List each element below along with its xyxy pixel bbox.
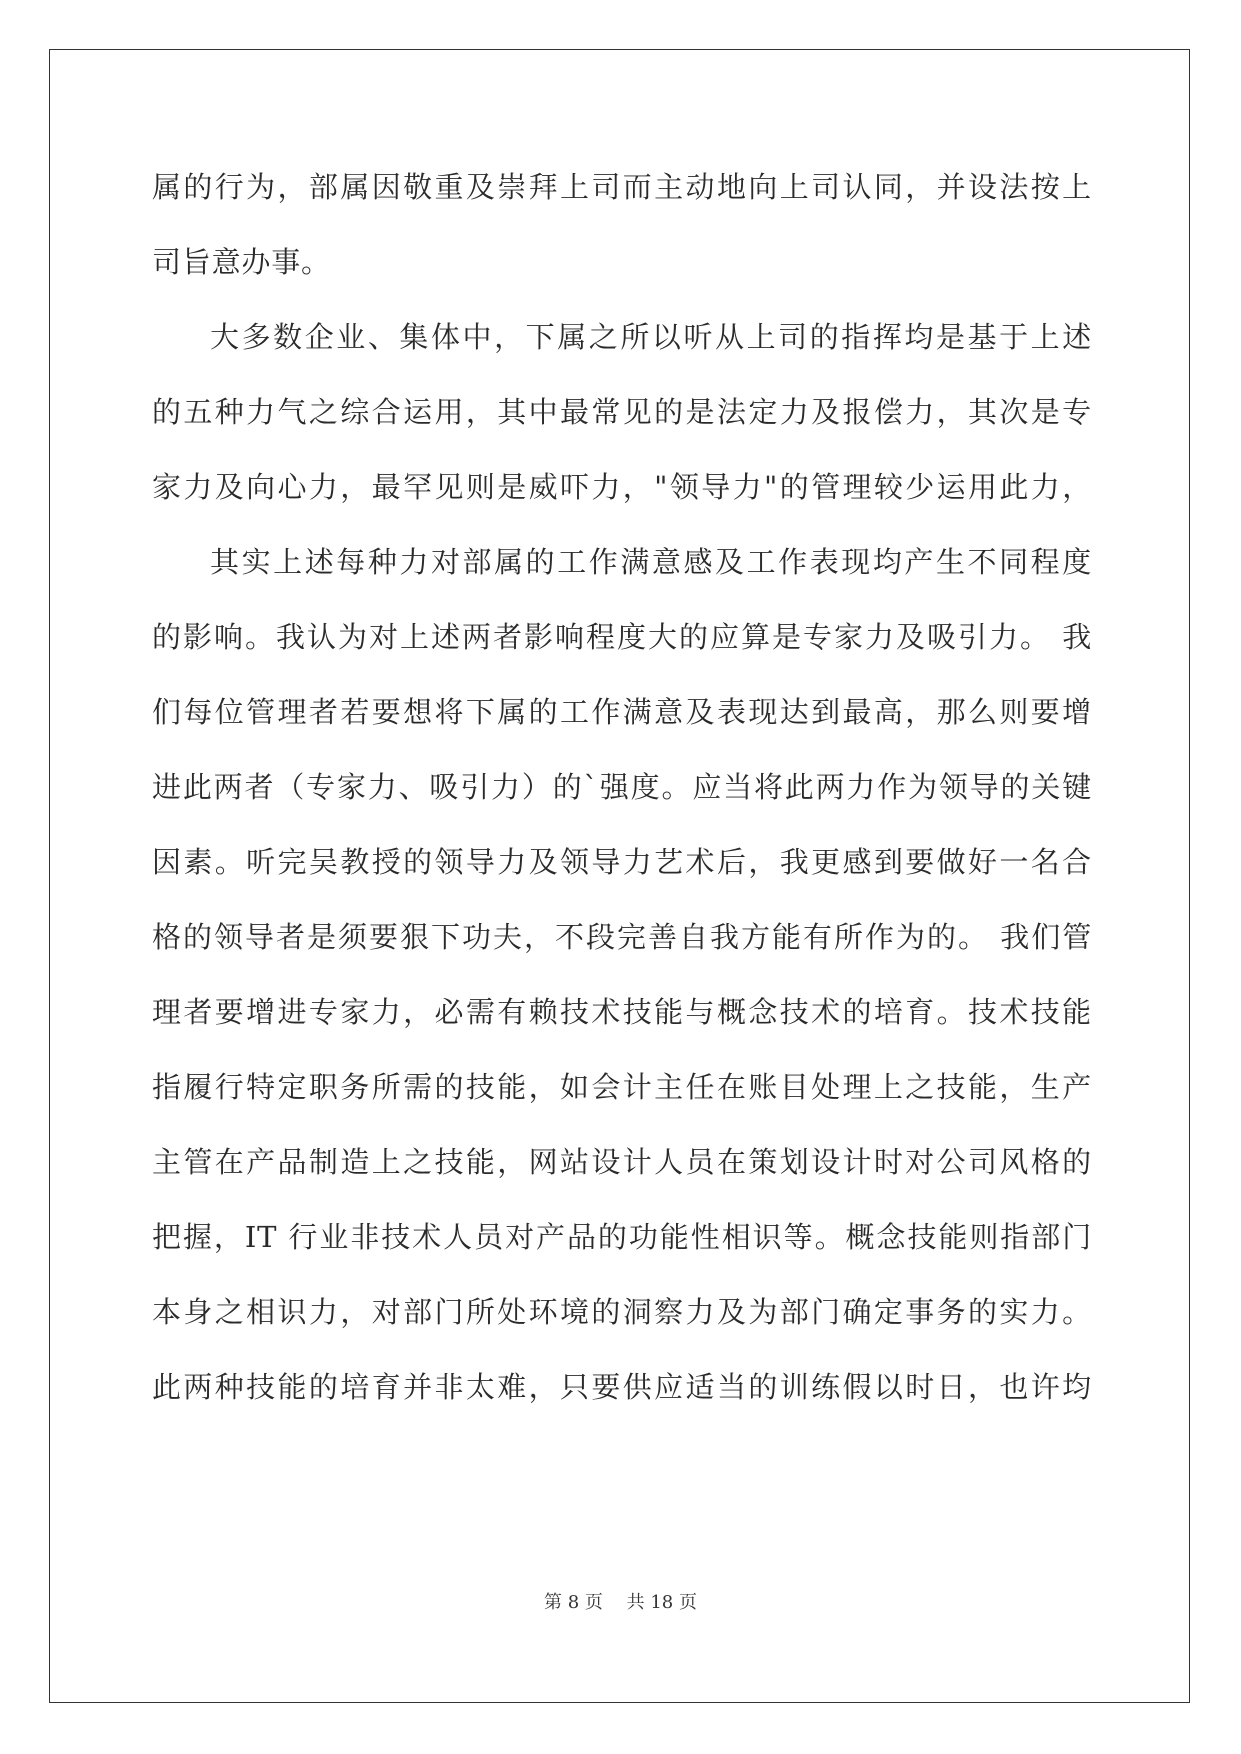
paragraph-first-line: 其实上述每种力对部属的工作满意感及工作表现均产生不同程度 xyxy=(210,545,1092,579)
text-line: 把握，IT 行业非技术人员对产品的功能性相识等。概念技能则指部门 xyxy=(152,1220,1092,1254)
text-line: 进此两者（专家力、吸引力）的`强度。应当将此两力作为领导的关键 xyxy=(152,770,1092,804)
text-line: 家力及向心力，最罕见则是威吓力，"领导力"的管理较少运用此力， xyxy=(152,470,1092,504)
text-line: 的影响。我认为对上述两者影响程度大的应算是专家力及吸引力。 我 xyxy=(152,620,1092,654)
text-line: 此两种技能的培育并非太难，只要供应适当的训练假以时日，也许均 xyxy=(152,1370,1092,1404)
text-line: 的五种力气之综合运用，其中最常见的是法定力及报偿力，其次是专 xyxy=(152,395,1092,429)
paragraph-first-line: 大多数企业、集体中，下属之所以听从上司的指挥均是基于上述 xyxy=(210,320,1092,354)
text-line: 因素。听完吴教授的领导力及领导力艺术后，我更感到要做好一名合 xyxy=(152,845,1092,879)
text-line: 格的领导者是须要狠下功夫，不段完善自我方能有所作为的。 我们管 xyxy=(152,920,1092,954)
page-number-footer: 第 8 页 共 18 页 xyxy=(544,1592,697,1613)
text-line: 理者要增进专家力，必需有赖技术技能与概念技术的培育。技术技能 xyxy=(152,995,1092,1029)
text-line: 们每位管理者若要想将下属的工作满意及表现达到最高，那么则要增 xyxy=(152,695,1092,729)
text-line: 主管在产品制造上之技能，网站设计人员在策划设计时对公司风格的 xyxy=(152,1145,1092,1179)
text-line: 指履行特定职务所需的技能，如会计主任在账目处理上之技能，生产 xyxy=(152,1070,1092,1104)
text-line: 司旨意办事。 xyxy=(152,245,331,279)
text-line: 属的行为，部属因敬重及崇拜上司而主动地向上司认同，并设法按上 xyxy=(152,170,1092,204)
text-line: 本身之相识力，对部门所处环境的洞察力及为部门确定事务的实力。 xyxy=(152,1295,1092,1329)
document-body xyxy=(152,162,1092,1437)
